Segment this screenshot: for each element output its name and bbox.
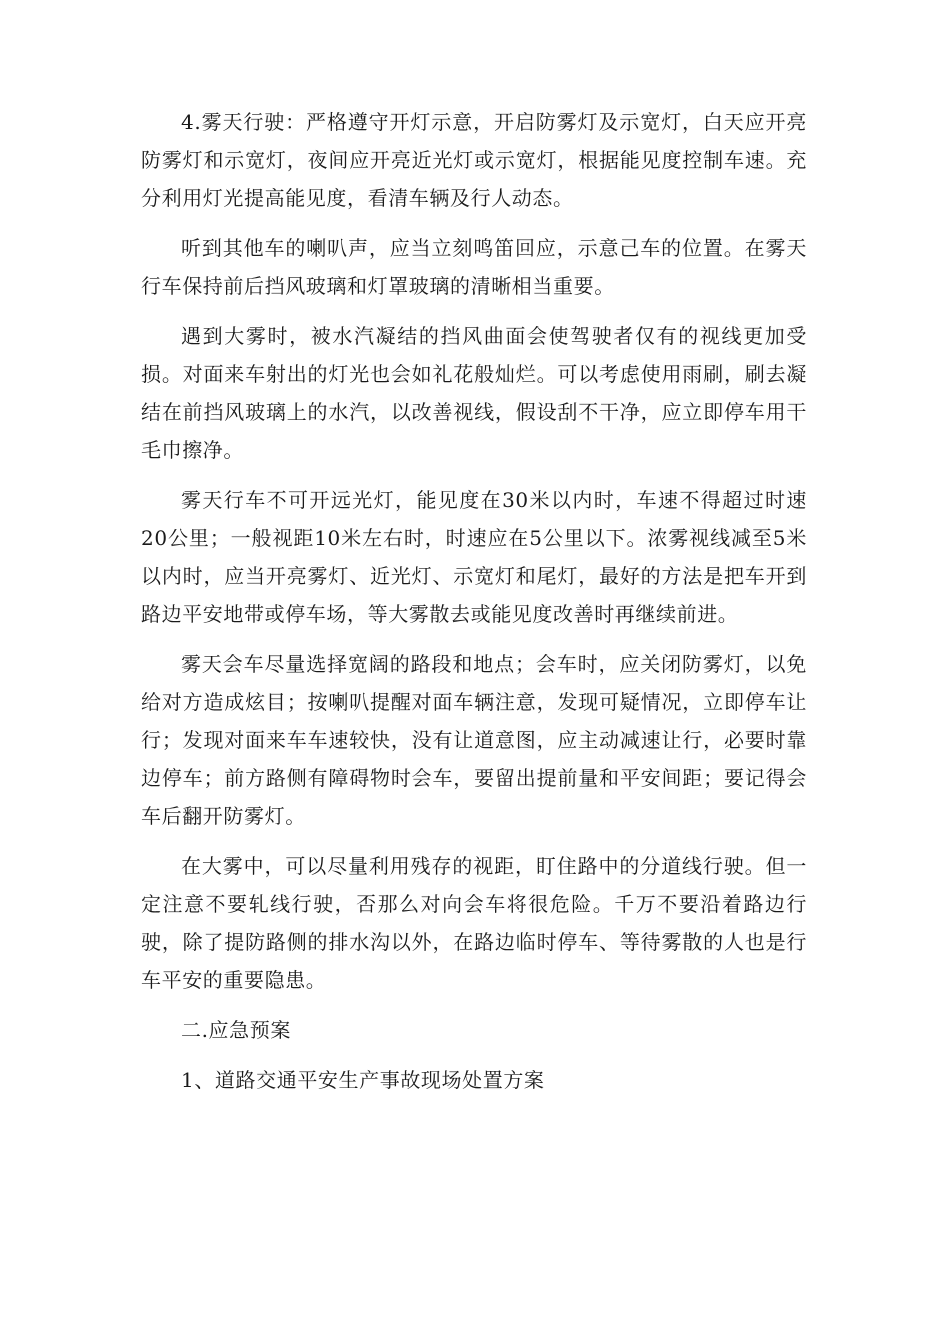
document-body: [141, 103, 807, 1111]
paragraph-passing: 雾天会车尽量选择宽阔的路段和地点；会车时，应关闭防雾灯，以免给对方造成炫目；按喇叭提醒对面车辆注意，发现可疑情况，立即停车让行；发现对面来车车速较快，没有让道意图，应主动减速让行，必要时靠边停车；前方路侧有障碍物时会车，要留出提前量和平安间距；要记得会车后翻开防雾灯。: [141, 652, 807, 828]
paragraph-fog-driving: 4.雾天行驶：严格遵守开灯示意，开启防雾灯及示宽灯，白天应开亮防雾灯和示宽灯，夜间应开亮近光灯或示宽灯，根据能见度控制车速。充分利用灯光提高能见度，看清车辆及行人动态。: [141, 110, 807, 210]
section-heading: 二.应急预案: [181, 1018, 291, 1042]
paragraph-lane-line: 在大雾中，可以尽量利用残存的视距，盯住路中的分道线行驶。但一定注意不要轧线行驶，否那么对向会车将很危险。千万不要沿着路边行驶，除了提防路侧的排水沟以外，在路边临时停车、等待雾散的人也是行车平安的重要隐患。: [141, 854, 807, 992]
paragraph-speed-limits: 雾天行车不可开远光灯，能见度在30米以内时，车速不得超过时速20公里；一般视距10米左右时，时速应在5公里以下。浓雾视线减至5米以内时，应当开亮雾灯、近光灯、示宽灯和尾灯，最好的方法是把车开到路边平安地带或停车场，等大雾散去或能见度改善时再继续前进。: [141, 488, 807, 626]
paragraph-horn-response: 听到其他车的喇叭声，应当立刻鸣笛回应，示意己车的位置。在雾天行车保持前后挡风玻璃和灯罩玻璃的清晰相当重要。: [141, 236, 807, 298]
sub-heading: 1、道路交通平安生产事故现场处置方案: [181, 1068, 545, 1092]
paragraph-heavy-fog: 遇到大雾时，被水汽凝结的挡风曲面会使驾驶者仅有的视线更加受损。对面来车射出的灯光也会如礼花般灿烂。可以考虑使用雨刷，刷去凝结在前挡风玻璃上的水汽，以改善视线，假设刮不干净，应立即停车用干毛巾擦净。: [141, 324, 807, 462]
